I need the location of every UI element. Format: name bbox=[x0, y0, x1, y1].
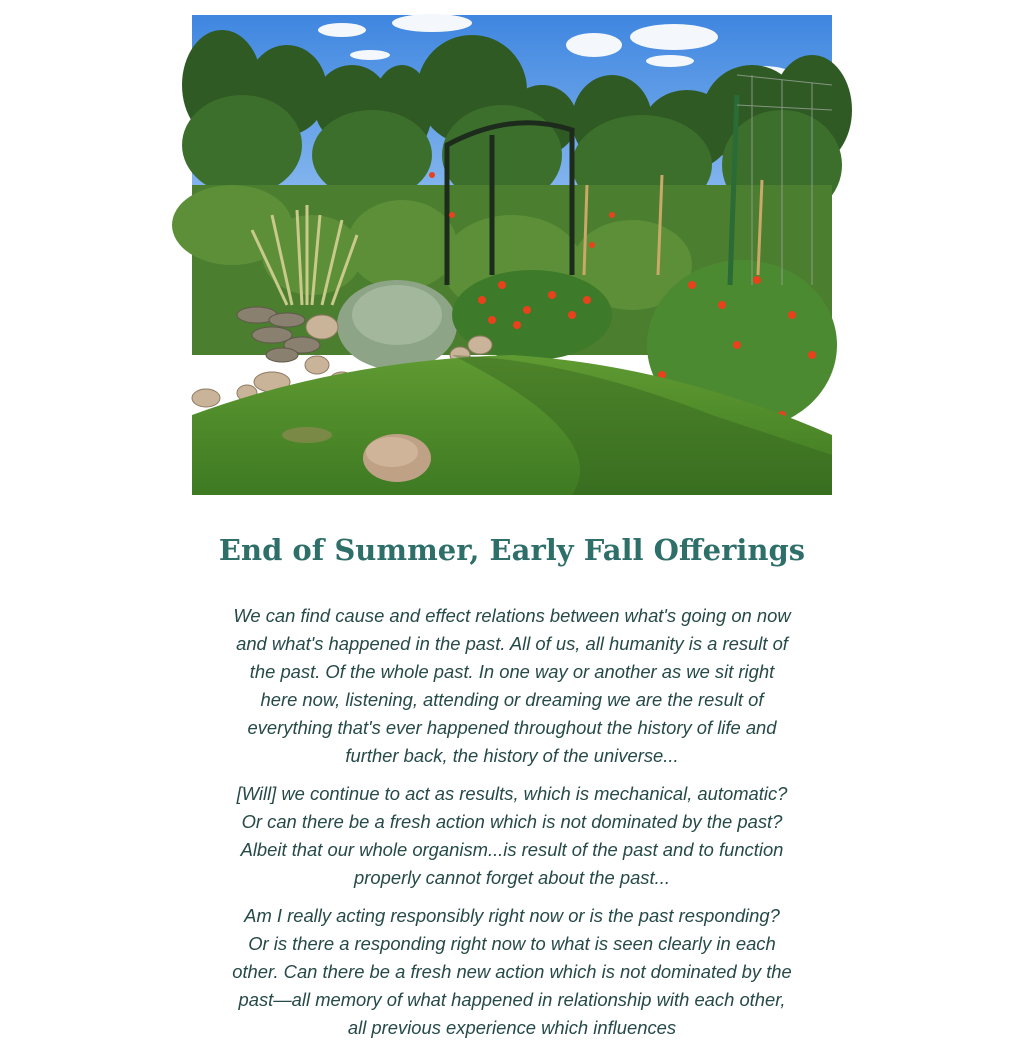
body-paragraph: We can find cause and effect relations between what's going on now and what's happened in the past. All of us, all humanity is a result of the past. Of the whole past. In one way or another as we sit right here now, listening, attending or dreaming we are the result of everything that's ever happened throughout the history of life and further back, the history of the universe... bbox=[233, 605, 791, 766]
page-title: End of Summer, Early Fall Offerings bbox=[218, 533, 806, 567]
garden-photo bbox=[192, 15, 832, 495]
body-paragraph: [Will] we continue to act as results, which is mechanical, automatic? Or can there be a fresh action which is not dominated by the past? Albeit that our whole organism...is result of the past and to function properly cannot forget about the past... bbox=[236, 783, 788, 888]
body-paragraph: Am I really acting responsibly right now or is the past responding? Or is there a responding right now to what is seen clearly in each other. Can there be a fresh new action which is not dominated by the past—all memory of what happened in relationship with each other, all previous experience which influences bbox=[232, 905, 792, 1038]
article-body bbox=[232, 602, 792, 1052]
